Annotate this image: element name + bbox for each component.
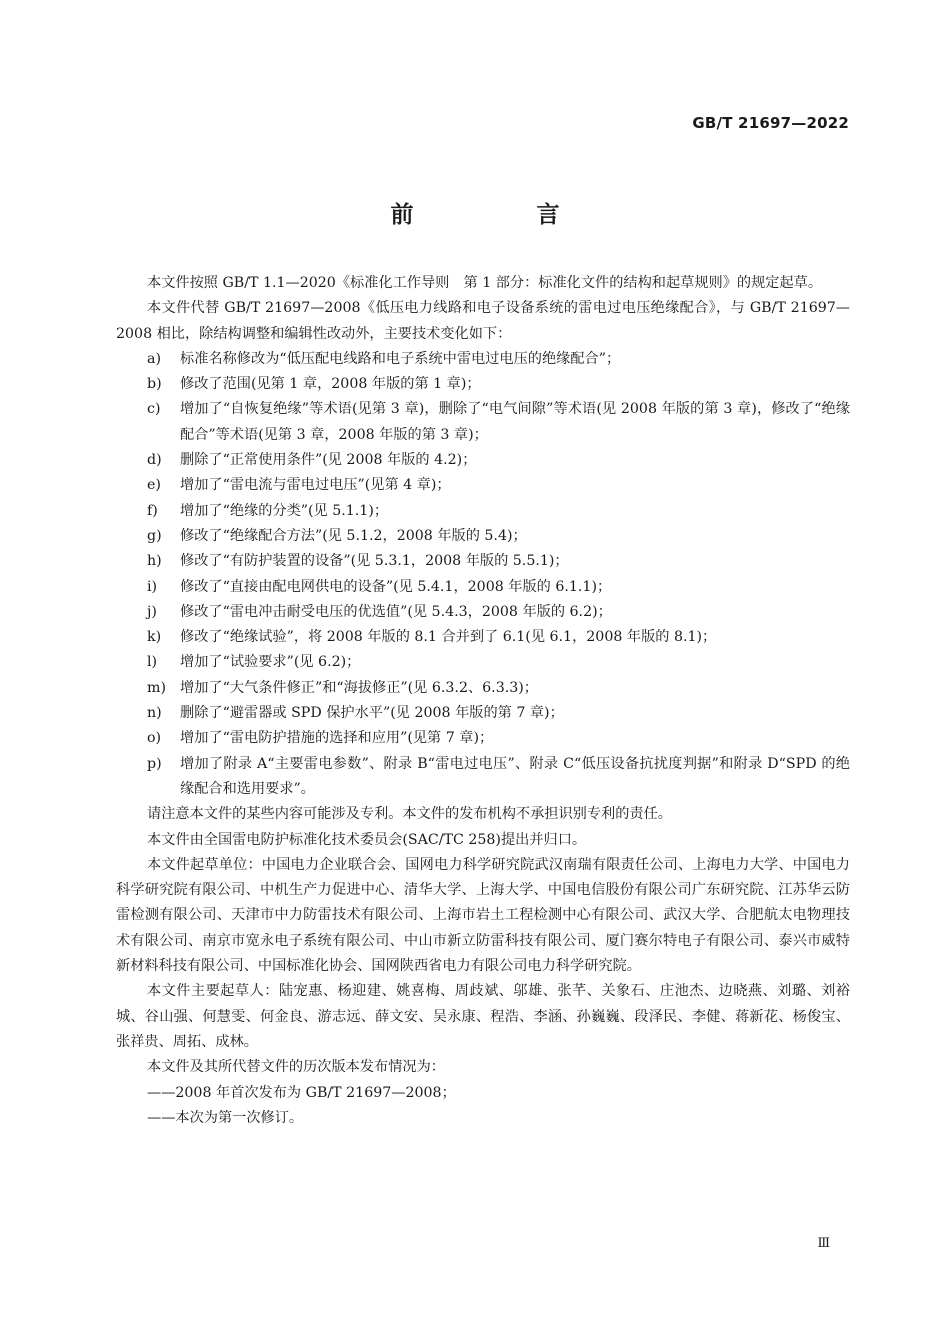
list-item-text: 标准名称修改为“低压配电线路和电子系统中雷电过电压的绝缘配合”；: [180, 350, 621, 367]
changes-list: [116, 347, 850, 802]
list-item-label: l): [147, 654, 158, 671]
list-item-label: p): [147, 755, 162, 772]
list-item-label: b): [147, 376, 162, 393]
page-title: 前 言: [390, 202, 610, 228]
paragraph-drafting-units: 本文件起草单位：中国电力企业联合会、国网电力科学研究院武汉南瑞有限责任公司、上海电力大学、中国电力科学研究院有限公司、中机生产力促进中心、清华大学、上海大学、中国电信股份有限公司广东研究院、江苏华云防雷检测有限公司、天津市中力防雷技术有限公司、上海市岩土工程检测中心有限公司、武汉大学、合肥航太电物理技术有限公司、南京市宽永电子系统有限公司、中山市新立防雷科技有限公司、厦门赛尔特电子有限公司、泰兴市威特新材料科技有限公司、中国标准化协会、国网陕西省电力有限公司电力科学研究院。: [116, 856, 850, 975]
list-item-label: d): [147, 452, 162, 469]
list-item: [147, 752, 850, 803]
list-item: [147, 473, 850, 498]
list-item: [147, 676, 850, 701]
paragraph-replacement: 本文件代替 GB/T 21697—2008《低压电力线路和电子设备系统的雷电过电压绝缘配合》，与 GB/T 21697—2008 相比，除结构调整和编辑性改动外，主要技术变化如下：: [116, 300, 850, 342]
page-number: Ⅲ: [817, 1236, 830, 1251]
list-item-text: 增加了“大气条件修正”和“海拔修正”(见 6.3.2、6.3.3)；: [180, 679, 538, 696]
list-item-text: 增加了“试验要求”(见 6.2)；: [180, 654, 361, 671]
list-item: [147, 575, 850, 600]
paragraph-history-intro: 本文件及其所代替文件的历次版本发布情况为：: [147, 1059, 445, 1076]
list-item-text: 修改了“绝缘配合方法”(见 5.1.2，2008 年版的 5.4)；: [180, 527, 527, 544]
paragraph-proposer: 本文件由全国雷电防护标准化技术委员会(SAC/TC 258)提出并归口。: [147, 831, 587, 848]
list-item-text: 删除了“避雷器或 SPD 保护水平”(见 2008 年版的第 7 章)；: [180, 705, 564, 722]
list-item-label: e): [147, 477, 161, 494]
list-item-label: g): [147, 527, 162, 544]
paragraph-patent-notice: 请注意本文件的某些内容可能涉及专利。本文件的发布机构不承担识别专利的责任。: [147, 806, 672, 823]
list-item-text: 增加了附录 A“主要雷电参数”、附录 B“雷电过电压”、附录 C“低压设备抗扰度判据”和附录 D“SPD 的绝缘配合和选用要求”。: [180, 755, 850, 797]
list-item-text: 增加了“雷电防护措施的选择和应用”(见第 7 章)；: [180, 730, 494, 747]
list-item: [147, 600, 850, 625]
list-item-text: 修改了“直接由配电网供电的设备”(见 5.4.1，2008 年版的 6.1.1)；: [180, 578, 612, 595]
list-item-text: 删除了“正常使用条件”(见 2008 年版的 4.2)；: [180, 452, 477, 469]
list-item-label: i): [147, 578, 158, 595]
list-item-label: f): [147, 502, 158, 519]
list-item-label: o): [147, 730, 162, 747]
list-item-label: k): [147, 629, 162, 646]
list-item-label: c): [147, 401, 161, 418]
history-item: ——本次为第一次修订。: [147, 1109, 304, 1126]
list-item-label: a): [147, 350, 161, 367]
list-item-label: m): [147, 679, 166, 696]
list-item-label: h): [147, 553, 162, 570]
foreword-body: [116, 271, 850, 1131]
list-item: [147, 397, 850, 448]
list-item: [147, 499, 850, 524]
list-item-text: 增加了“自恢复绝缘”等术语(见第 3 章)，删除了“电气间隙”等术语(见 2008 年版的第 3 章)，修改了“绝缘配合”等术语(见第 3 章，2008 年版的第 3 章)；: [180, 401, 850, 443]
list-item-text: 增加了“绝缘的分类”(见 5.1.1)；: [180, 502, 389, 519]
paragraph-drafting-rules: 本文件按照 GB/T 1.1—2020《标准化工作导则 第 1 部分：标准化文件的结构和起草规则》的规定起草。: [147, 275, 823, 291]
list-item: [147, 726, 850, 751]
list-item-label: j): [147, 603, 157, 620]
list-item-label: n): [147, 705, 162, 722]
history-item: ——2008 年首次发布为 GB/T 21697—2008；: [147, 1084, 456, 1101]
standard-code: GB/T 21697—2022: [692, 114, 849, 132]
list-item: [147, 524, 850, 549]
list-item-text: 修改了“绝缘试验”，将 2008 年版的 8.1 合并到了 6.1(见 6.1，2008 年版的 8.1)；: [180, 629, 717, 646]
list-item: [147, 549, 850, 574]
list-item: [147, 448, 850, 473]
list-item-text: 修改了“有防护装置的设备”(见 5.3.1，2008 年版的 5.5.1)；: [180, 553, 569, 570]
list-item: [147, 701, 850, 726]
list-item-text: 修改了“雷电冲击耐受电压的优选值”(见 5.4.3，2008 年版的 6.2)；: [180, 603, 612, 620]
list-item-text: 增加了“雷电流与雷电过电压”(见第 4 章)；: [180, 477, 451, 494]
list-item: [147, 650, 850, 675]
list-item: [147, 625, 850, 650]
list-item-text: 修改了范围(见第 1 章，2008 年版的第 1 章)；: [180, 376, 481, 393]
paragraph-drafters: 本文件主要起草人：陆宠惠、杨迎建、姚喜梅、周歧斌、邬雄、张芊、关象石、庄池杰、边晓燕、刘璐、刘裕城、谷山强、何慧雯、何金良、游志远、薛文安、吴永康、程浩、李涵、孙巍巍、段泽民、李健、蒋新花、杨俊宝、张祥贵、周拓、成林。: [116, 983, 850, 1050]
list-item: [147, 347, 850, 372]
list-item: [147, 372, 850, 397]
